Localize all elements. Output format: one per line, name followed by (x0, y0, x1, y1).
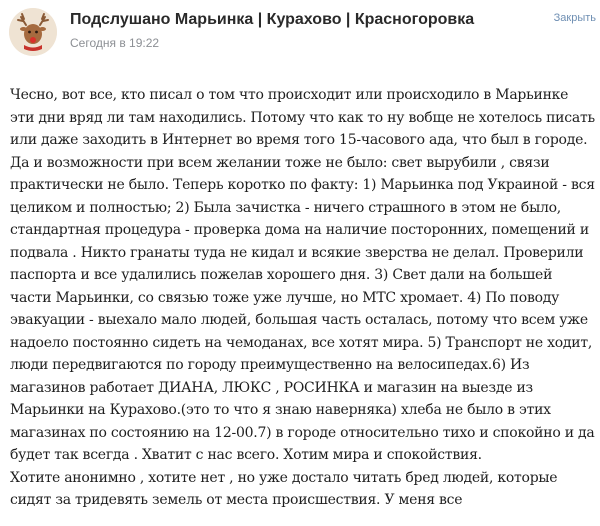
group-name[interactable]: Подслушано Марьинка | Курахово | Красногоровка (70, 11, 475, 28)
close-button[interactable]: Закрыть (553, 12, 596, 24)
post-paragraph: Чесно, вот все, кто писал о том что происходит или происходило в Марьинке эти дни вряд ли там находились. Потому что как то ну вобще не хотелось писать или даже заходить в Интернет во время того 15-часового ада, что был в городе. Да и возможности при всем желании тоже не было: свет вырубили , связи практически не было. Теперь коротко по факту: 1) Марьинка под Украиной - вся целиком и полностью; 2) Была зачистка - ничего страшного в этом не было, стандартная процедура - проверка дома на наличие посторонних, помещений и подвала . Никто гранаты туда не кидал и всякие зверства не делал. Проверили паспорта и все удалились пожелав хорошего дня. 3) Свет дали на большей части Марьинки, со связью тоже уже лучше, но МТС хромает. 4) По поводу эвакуации - выехало мало людей, большая часть осталась, потому что всем уже надоело постоянно сидеть на чемоданах, все хотят мира. 5) Транспорт не ходит, люди передвигаются по городу преимущественно на велосипедах.6) Из магазинов работает ДИАНА, ЛЮКС , РОСИНКА и магазин на выезде из Марьинки на Курахово.(это то что я знаю наверняка) хлеба не было в этих магазинах по состоянию на 12-00.7) в городе относительно тихо и спокойно и да будет так всегда . Хватит с нас всего. Хотим мира и спокойствия. (10, 87, 595, 463)
post-text (10, 84, 596, 512)
reindeer-avatar-icon (9, 8, 57, 56)
post-timestamp[interactable]: Сегодня в 19:22 (70, 36, 160, 50)
post-paragraph: Хотите анонимно , хотите нет , но уже достало читать бред людей, которые сидят за тридевять земель от места происшествия. У меня все (10, 469, 558, 508)
group-avatar[interactable] (9, 8, 57, 56)
post-header (0, 0, 600, 68)
